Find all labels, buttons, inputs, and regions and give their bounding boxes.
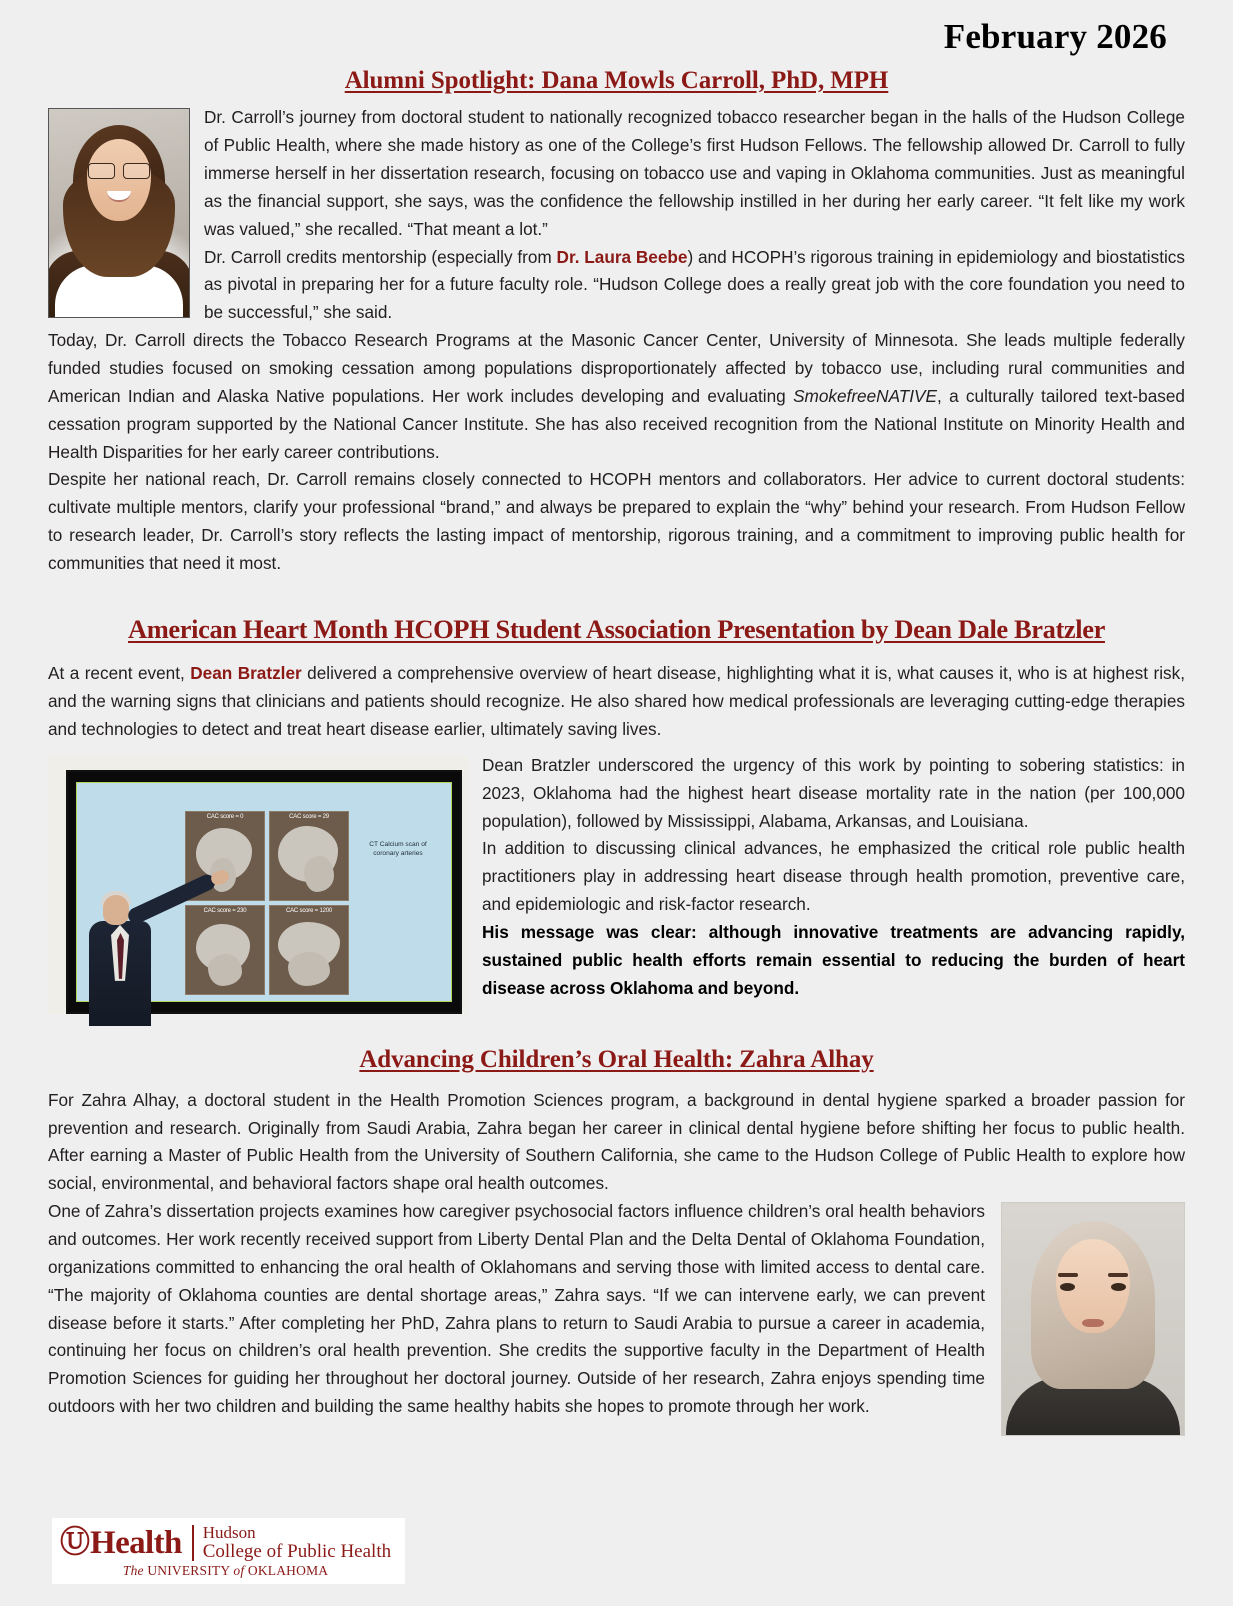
heart-intro-b: delivered a comprehensive overview of heart disease, highlighting what it is, what causes it, who is at highest risk, and the warning signs that clinicians and patients should recognize. He also shared how medical professionals are leveraging cutting-edge therapies and technologies to detect and treat heart disease earlier, ultimately saving lives. bbox=[48, 663, 1185, 740]
alumni-p3-text-b: , a culturally tailored text-based cessation program supported by the National Cancer Institute. She has also received recognition from the National Institute on Minority Health and Health Disparities for her early career contributions. bbox=[48, 385, 1185, 462]
heart-paragraph-1: Dean Bratzler underscored the urgency of this work by pointing to sobering statistics: in 2023, Oklahoma had the highest heart disease mortality rate in the nation (per 100,000 population), followed by Mississippi, Alabama, Arkansas, and Louisiana. bbox=[482, 754, 1185, 831]
heart-intro-paragraph bbox=[48, 660, 1185, 744]
cac-score-label-3: CAC score = 230 bbox=[203, 907, 247, 914]
program-name-italic: SmokefreeNATIVE bbox=[793, 385, 937, 406]
logo-college-line2: College of Public Health bbox=[202, 1541, 392, 1563]
oral-paragraph-1: For Zahra Alhay, a doctoral student in the Health Promotion Sciences program, a background in dental hygiene sparked a broader passion for prevention and research. Originally from Saudi Arabia, Zahra began her career in clinical dental hygiene before shifting her focus to public health. After earning a Master of Public Health from the University of Southern California, she came to the Hudson College of Public Health to explore how social, environmental, and behavioral factors shape oral health outcomes. bbox=[48, 1089, 1185, 1194]
logo-college-line1: Hudson bbox=[202, 1523, 256, 1543]
ou-health-hcoph-logo bbox=[52, 1518, 405, 1584]
alumni-paragraph-4: Despite her national reach, Dr. Carroll remains closely connected to HCOPH mentors and collaborators. Her advice to current doctoral students: cultivate multiple mentors, clarify your professional “brand,” and always be prepared to explain the “why” behind your research. From Hudson Fellow to research leader, Dr. Carroll’s story reflects the lasting impact of mentorship, rigorous training, and a commitment to improving public health for communities that need it most. bbox=[48, 469, 1185, 573]
alumni-section-body bbox=[48, 104, 1185, 327]
logo-tagline-university: UNIVERSITY bbox=[147, 1563, 234, 1578]
issue-date: February 2026 bbox=[943, 17, 1167, 56]
oral-section-body bbox=[48, 1198, 1185, 1440]
alumni-p2-text-a: Dr. Carroll credits mentorship (especially from bbox=[204, 246, 557, 267]
cac-score-label-2: CAC score = 29 bbox=[289, 813, 329, 820]
alumni-paragraph-3 bbox=[48, 327, 1185, 466]
heart-section-body bbox=[48, 752, 1185, 1016]
heart-paragraph-3-bold: His message was clear: although innovative treatments are advancing rapidly, sustained public health efforts remain essential to reducing the burden of heart disease across Oklahoma and beyond. bbox=[482, 922, 1185, 998]
alumni-p3-text-a: Today, Dr. Carroll directs the Tobacco Research Programs at the Masonic Cancer Center, University of Minnesota. She leads multiple federally funded studies focused on smoking cessation among populations disproportionately affected by tobacco use, including rural communities and American Indian and Alaska Native populations. Her work includes developing and evaluating bbox=[48, 330, 1185, 406]
masthead bbox=[48, 0, 1185, 57]
logo-college-name bbox=[203, 1524, 391, 1562]
oral-paragraph-2: One of Zahra’s dissertation projects examines how caregiver psychosocial factors influence children’s oral health behaviors and outcomes. Her work recently received support from Liberty Dental Plan and the Delta Dental of Oklahoma Foundation, organizations committed to enhancing the oral health of Oklahomans and serving those with limited access to dental care. “The majority of Oklahoma counties are dental shortage areas,” Zahra says. “If we can intervene early, we can prevent disease before it starts.” After completing her PhD, Zahra plans to return to Saudi Arabia to pursue a career in academia, continuing her focus on children’s oral health prevention. She credits the supportive faculty in the Department of Health Promotion Sciences for guiding her throughout her doctoral journey. Outside of her research, Zahra enjoys spending time outdoors with her two children and building the same healthy habits she hopes to promote through her work. bbox=[48, 1201, 985, 1417]
mentor-name-highlight: Dr. Laura Beebe bbox=[556, 246, 688, 267]
alumni-p1-text: Dr. Carroll’s journey from doctoral student to nationally recognized tobacco researcher began in the halls of the Hudson College of Public Health, where she made history as one of the College’s first Hudson Fellows. The fellowship allowed Dr. Carroll to fully immerse herself in her dissertation research, focusing on tobacco use and vaping in Oklahoma communities. Just as meaningful as the financial support, she says, was the confidence the fellowship instilled in her during her early career. “It felt like my work was valued,” she recalled. “That meant a lot.” bbox=[204, 107, 1185, 239]
slide-caption: CT Calcium scan of coronary arteries bbox=[369, 840, 427, 857]
logo-divider bbox=[192, 1525, 194, 1561]
ou-interlocking-icon: Ⓤ bbox=[60, 1526, 88, 1560]
headshot-dana-carroll bbox=[48, 108, 190, 318]
heart-intro-a: At a recent event, bbox=[48, 663, 191, 684]
headshot-zahra-alhay bbox=[1001, 1202, 1185, 1436]
logo-tagline bbox=[60, 1563, 391, 1579]
heart-paragraph-2: In addition to discussing clinical advances, he emphasized the critical role public health practitioners play in addressing heart disease through health promotion, preventive care, and epidemiologic and risk-factor research. bbox=[482, 838, 1185, 915]
footer bbox=[52, 1518, 405, 1584]
alumni-p2-text-b: ) and HCOPH’s rigorous training in epidemiology and biostatistics as pivotal in preparing her for a future faculty role. “Hudson College does a really great job with the core foundation you need to be successful,” she said. bbox=[204, 246, 1185, 323]
logo-tagline-oklahoma: OKLAHOMA bbox=[247, 1563, 329, 1578]
logo-tagline-of: of bbox=[233, 1563, 248, 1578]
section-heading-heart-month: American Heart Month HCOPH Student Association Presentation by Dean Dale Bratzler bbox=[128, 613, 1105, 644]
cac-score-label-1: CAC score = 0 bbox=[206, 813, 244, 820]
cac-score-label-4: CAC score = 1200 bbox=[286, 907, 332, 914]
presentation-photo-bratzler bbox=[48, 756, 468, 1014]
section-heading-alumni-spotlight: Alumni Spotlight: Dana Mowls Carroll, PhD, MPH bbox=[344, 66, 889, 94]
dean-name-highlight: Dean Bratzler bbox=[190, 663, 302, 684]
logo-tagline-the: The bbox=[122, 1563, 148, 1578]
logo-health-wordmark: Health bbox=[90, 1524, 182, 1561]
alumni-paragraph-2 bbox=[48, 244, 1185, 328]
alumni-paragraph-1 bbox=[48, 104, 1185, 243]
section-heading-oral-health: Advancing Children’s Oral Health: Zahra Alhay bbox=[359, 1045, 874, 1073]
